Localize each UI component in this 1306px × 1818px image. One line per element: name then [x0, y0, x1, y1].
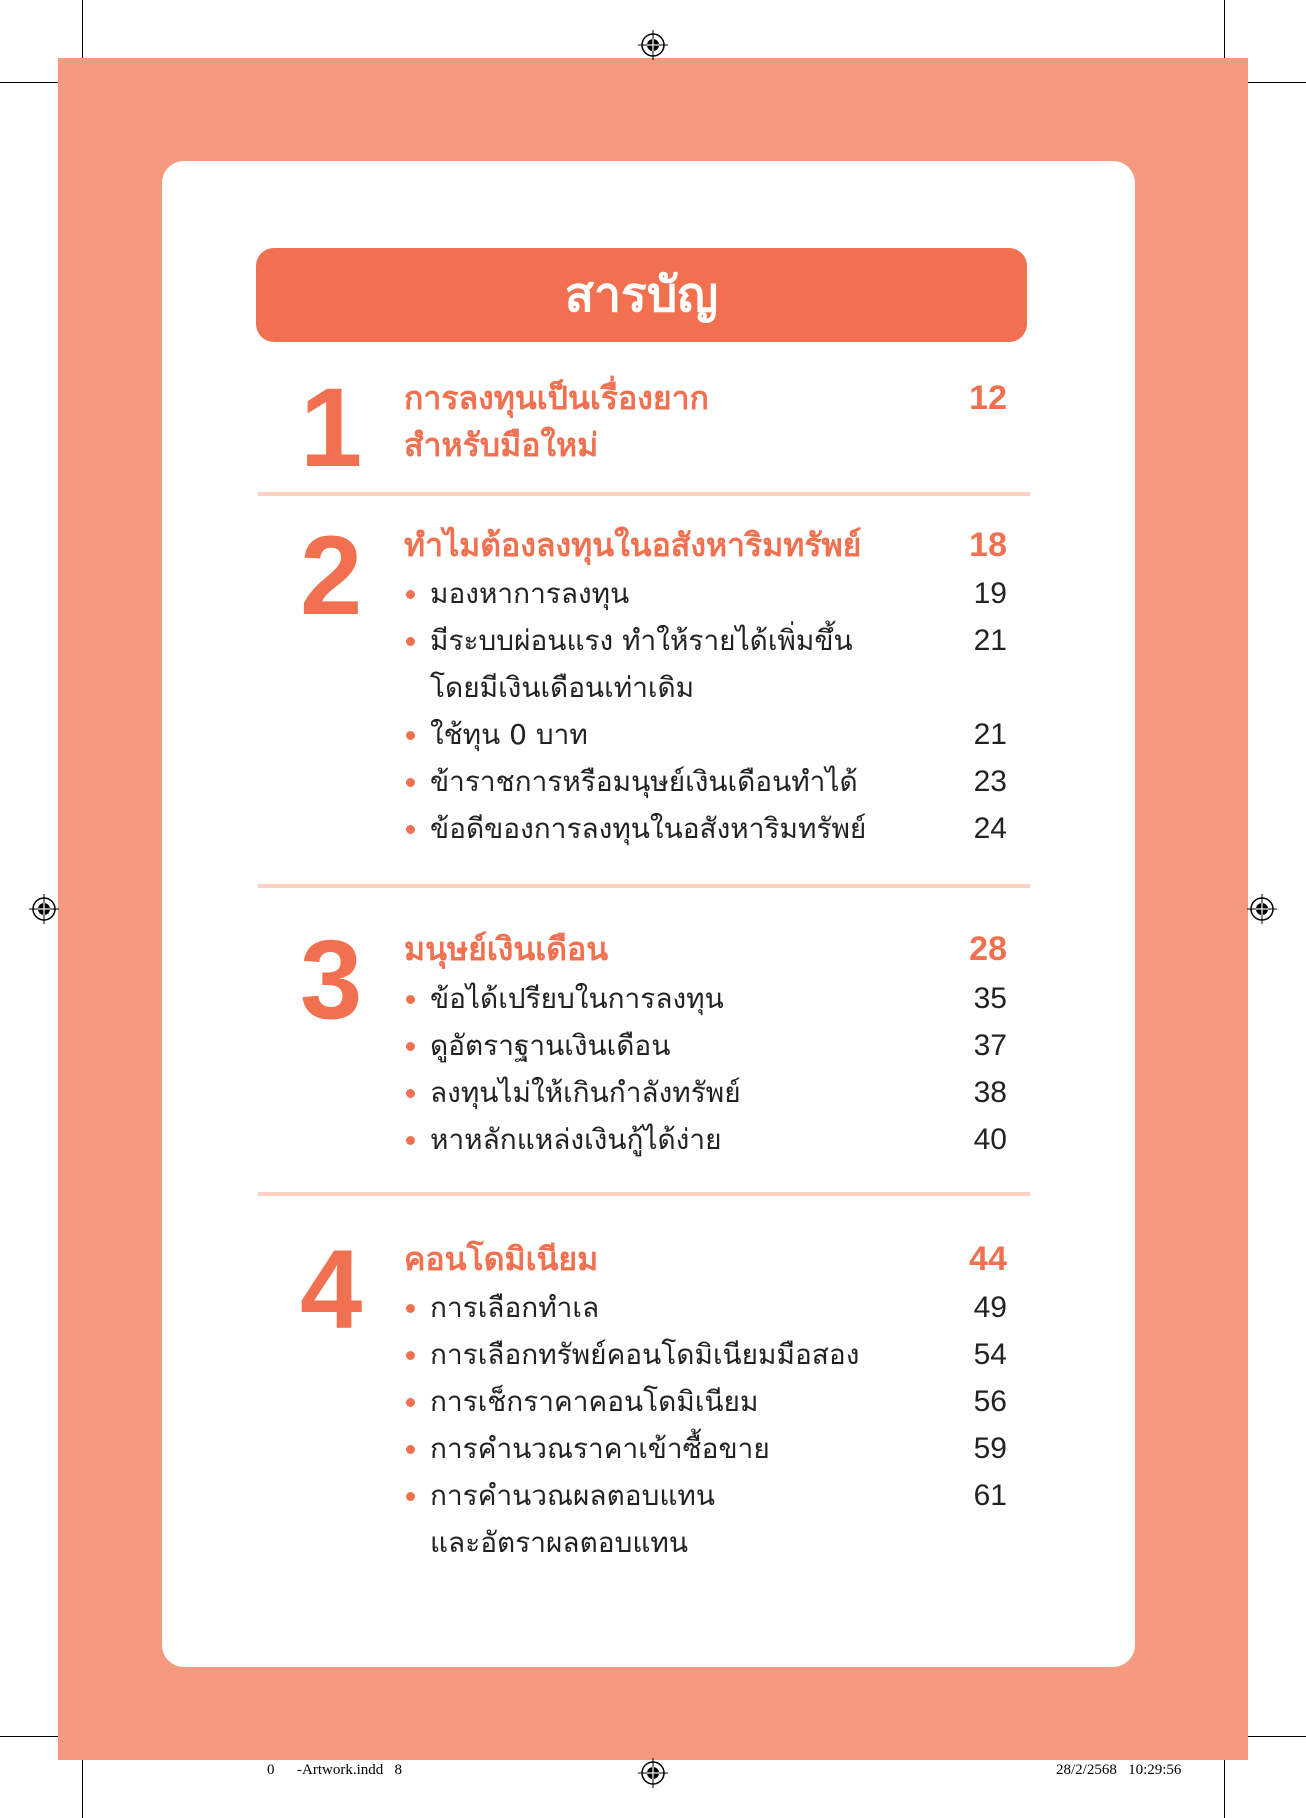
toc-entry-text: ข้าราชการหรือมนุษย์เงินเดือนทำได้	[404, 760, 927, 804]
chapter-number: 4	[300, 1227, 363, 1352]
page-number: 21	[973, 717, 1007, 751]
crop-mark	[1248, 1736, 1306, 1737]
toc-entry-continued	[404, 664, 1007, 711]
toc-entry-text: มีระบบผ่อนแรง ทำให้รายได้เพิ่มขึ้น	[404, 619, 927, 663]
toc-entry[interactable]	[404, 1425, 1007, 1472]
registration-mark-icon	[1247, 894, 1277, 924]
page-number: 54	[973, 1337, 1007, 1371]
toc-entry-text-line2: โดยมีเงินเดือนเท่าเดิม	[430, 670, 695, 704]
chapter-heading[interactable]	[404, 375, 1007, 422]
crop-mark	[1248, 82, 1306, 83]
toc-entry-text: การคำนวณผลตอบแทน	[404, 1474, 927, 1518]
section-divider	[258, 492, 1030, 496]
page-number: 49	[973, 1290, 1007, 1324]
page-number: 37	[973, 1028, 1007, 1062]
page-number: 28	[969, 930, 1007, 968]
toc-entry[interactable]	[404, 1116, 1007, 1163]
toc-entry-text: ข้อดีของการลงทุนในอสังหาริมทรัพย์	[404, 807, 927, 851]
chapter-title: คอนโดมิเนียม	[404, 1240, 599, 1278]
chapter-heading[interactable]	[404, 522, 1007, 569]
page-number: 21	[973, 623, 1007, 657]
registration-mark-icon	[638, 30, 668, 60]
toc-entry[interactable]	[404, 1331, 1007, 1378]
page-number: 56	[973, 1384, 1007, 1418]
toc-entry[interactable]	[404, 617, 1007, 664]
toc-entry[interactable]	[404, 975, 1007, 1022]
chapter-number: 2	[300, 513, 363, 638]
page-number: 23	[973, 764, 1007, 798]
toc-entry-text: ลงทุนไม่ให้เกินกำลังทรัพย์	[404, 1071, 927, 1115]
toc-entry-text: ดูอัตราฐานเงินเดือน	[404, 1024, 927, 1068]
page-number: 19	[973, 576, 1007, 610]
toc-entry[interactable]	[404, 805, 1007, 852]
slug-filename: 0 -Artwork.indd 8	[267, 1762, 402, 1778]
page-number: 59	[973, 1431, 1007, 1465]
section-divider	[258, 884, 1030, 888]
toc-entry[interactable]	[404, 758, 1007, 805]
toc-entry[interactable]	[404, 1069, 1007, 1116]
toc-entry-text: หาหลักแหล่งเงินกู้ได้ง่าย	[404, 1118, 927, 1162]
page-title: สารบัญ	[256, 248, 1027, 342]
slug-timestamp: 28/2/2568 10:29:56	[1056, 1762, 1182, 1778]
page-number: 12	[969, 379, 1007, 417]
page-number: 18	[969, 526, 1007, 564]
crop-mark	[0, 1736, 58, 1737]
toc-entry[interactable]	[404, 1284, 1007, 1331]
toc-entry[interactable]	[404, 570, 1007, 617]
toc-entry[interactable]	[404, 1472, 1007, 1519]
crop-mark	[82, 0, 83, 58]
toc-entry[interactable]	[404, 1022, 1007, 1069]
page-number: 35	[973, 981, 1007, 1015]
toc-entry-continued	[404, 1519, 1007, 1566]
toc-entry[interactable]	[404, 1378, 1007, 1425]
toc-entry[interactable]	[404, 711, 1007, 758]
toc-entry-text: ใช้ทุน 0 บาท	[404, 713, 927, 757]
toc-entry-text-line2: และอัตราผลตอบแทน	[430, 1525, 688, 1559]
chapter-number: 1	[300, 365, 363, 490]
toc-entry-text: การคำนวณราคาเข้าซื้อขาย	[404, 1427, 927, 1471]
chapter-title: มนุษย์เงินเดือน	[404, 930, 609, 968]
page-number: 44	[969, 1240, 1007, 1278]
section-divider	[258, 1192, 1030, 1196]
chapter-heading-continued	[404, 422, 1007, 469]
chapter-heading[interactable]	[404, 1236, 1007, 1283]
chapter-number: 3	[300, 917, 363, 1042]
toc-entry-text: การเลือกทำเล	[404, 1286, 927, 1330]
toc-entry-text: มองหาการลงทุน	[404, 572, 927, 616]
crop-mark	[1224, 1760, 1225, 1818]
page-number: 61	[973, 1478, 1007, 1512]
page-number: 40	[973, 1122, 1007, 1156]
chapter-title-line2: สำหรับมือใหม่	[404, 426, 599, 464]
chapter-title: การลงทุนเป็นเรื่องยาก	[404, 379, 709, 417]
toc-entry-text: ข้อได้เปรียบในการลงทุน	[404, 977, 927, 1021]
crop-mark	[1224, 0, 1225, 58]
chapter-title: ทำไมต้องลงทุนในอสังหาริมทรัพย์	[404, 526, 862, 564]
page-number: 38	[973, 1075, 1007, 1109]
toc-entry-text: การเลือกทรัพย์คอนโดมิเนียมมือสอง	[404, 1333, 927, 1377]
chapter-heading[interactable]	[404, 926, 1007, 973]
page-number: 24	[973, 811, 1007, 845]
toc-entry-text: การเช็กราคาคอนโดมิเนียม	[404, 1380, 927, 1424]
registration-mark-icon	[29, 894, 59, 924]
crop-mark	[82, 1760, 83, 1818]
registration-mark-icon	[638, 1758, 668, 1788]
crop-mark	[0, 82, 58, 83]
